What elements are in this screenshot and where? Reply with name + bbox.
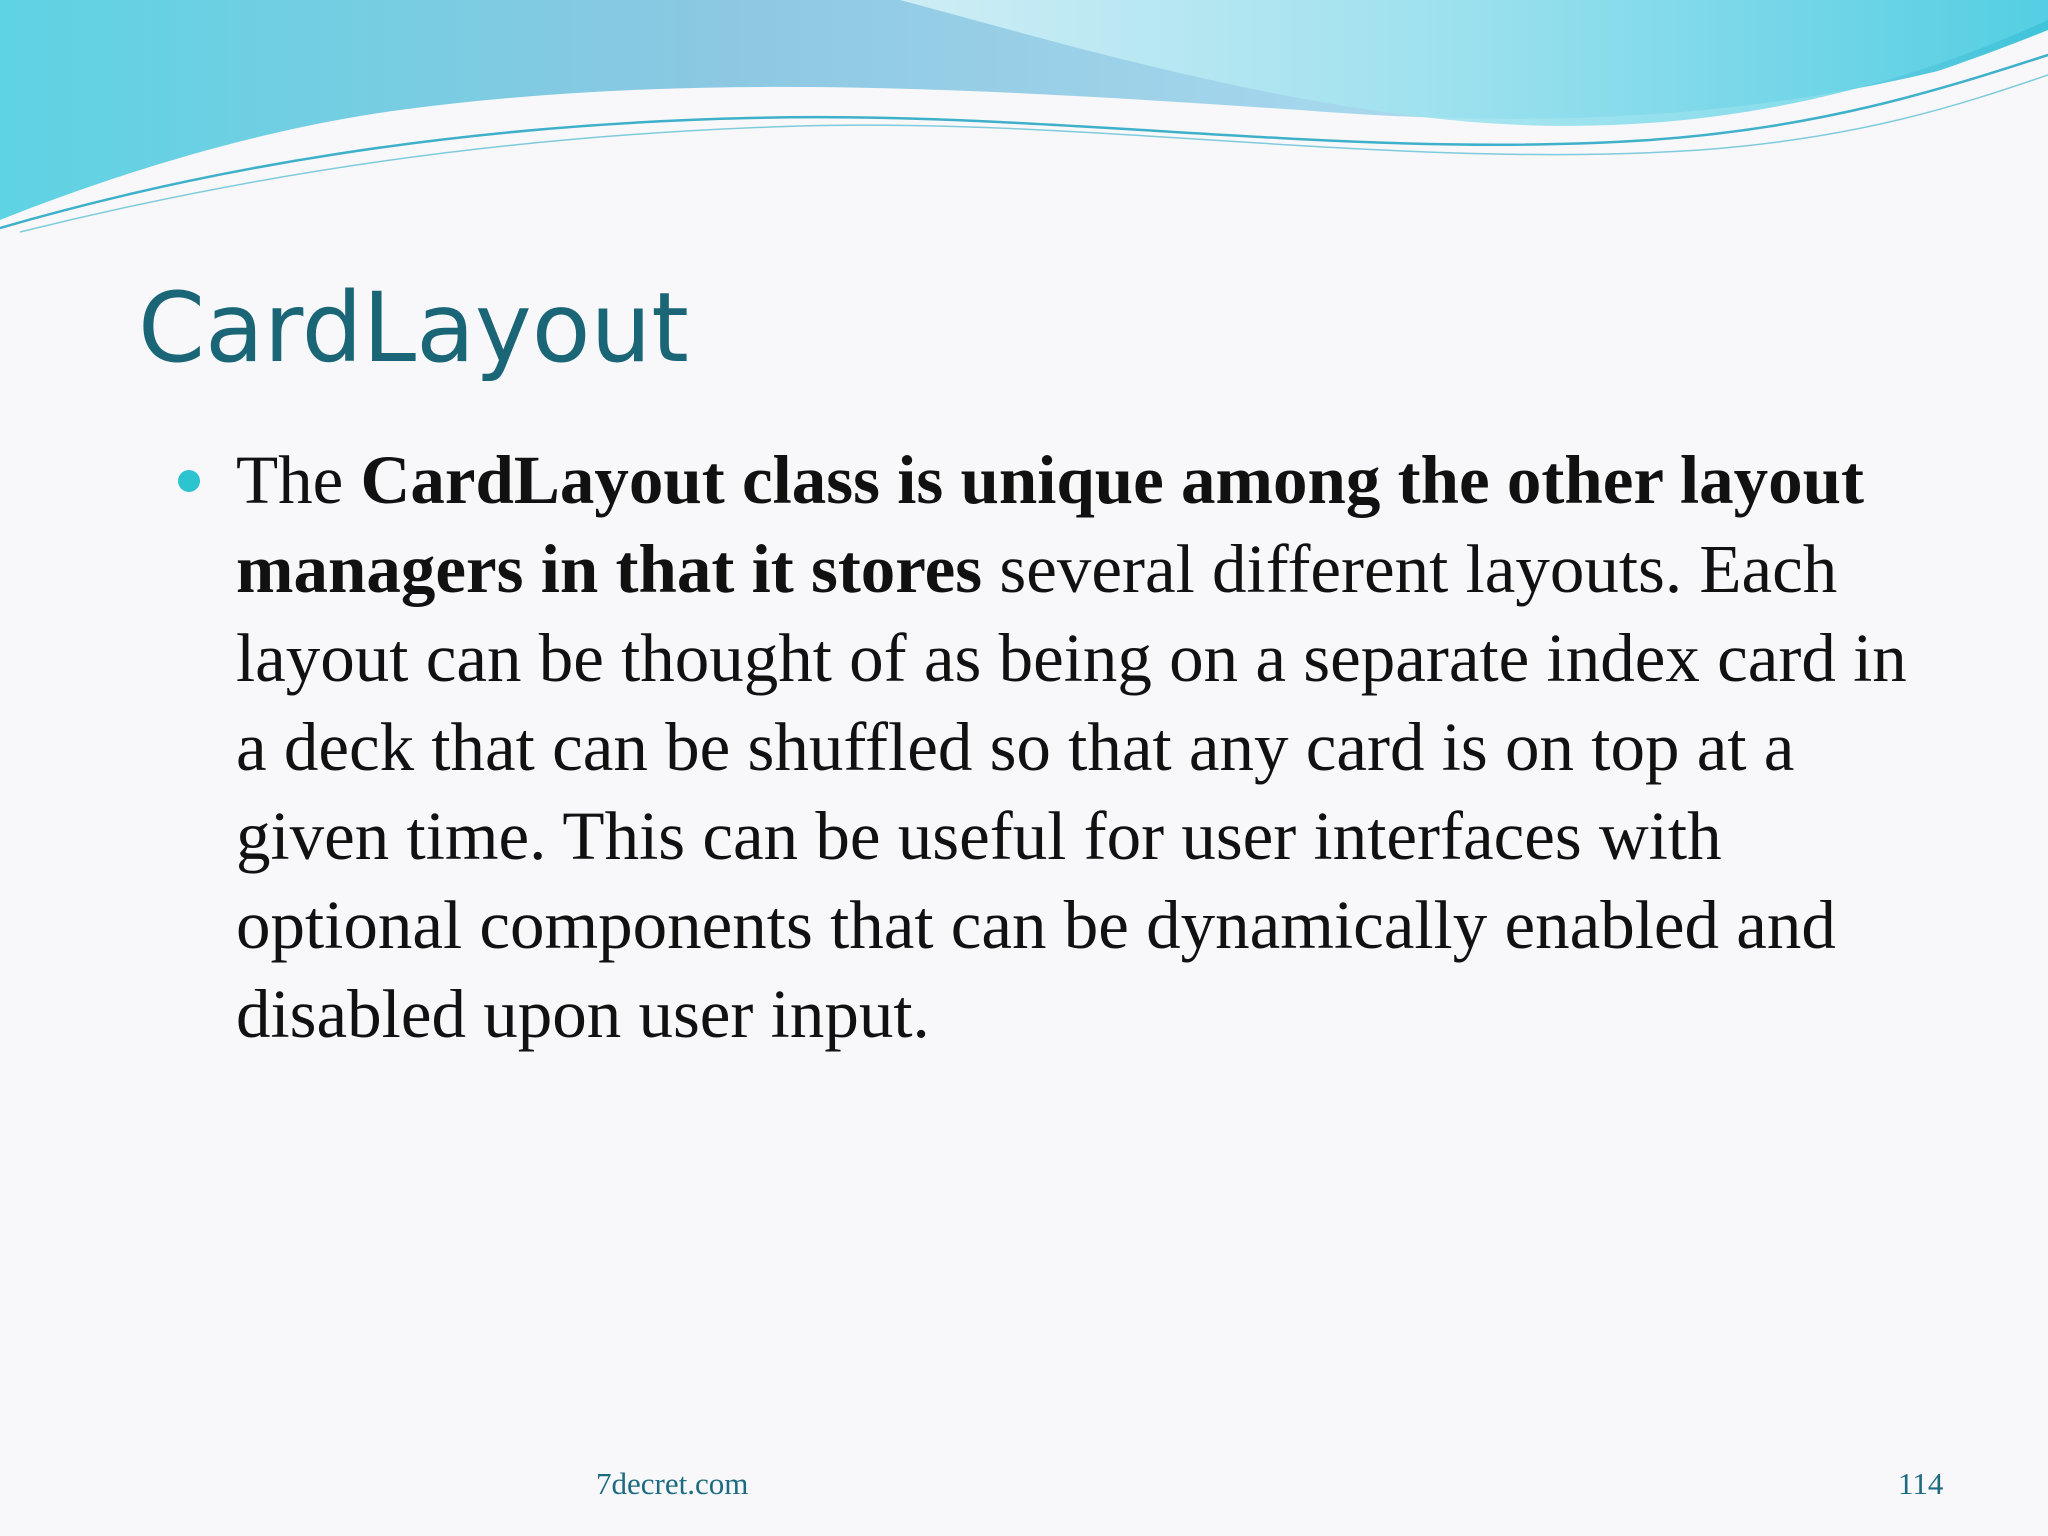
footer-site-label: 7decret.com (596, 1466, 749, 1501)
slide-page-number: 114 (1898, 1466, 1944, 1501)
bullet-item (236, 436, 1936, 1059)
slide-title: CardLayout (138, 272, 689, 384)
bullet-rest-text: several different layouts. Each layout can be thought of as being on a separate index card in a deck that can be shuffled so that any card is on top at a given time. This can be useful for user interfaces with optional components that can be dynamically enabled and disabled upon user input. (236, 531, 1907, 1052)
header-wave-decoration (0, 0, 2048, 240)
bullet-dot-icon (178, 470, 200, 492)
bullet-bold-text: CardLayout class is unique among the other layout managers in that it stores (236, 442, 1865, 607)
bullet-intro-text: The (236, 442, 361, 518)
